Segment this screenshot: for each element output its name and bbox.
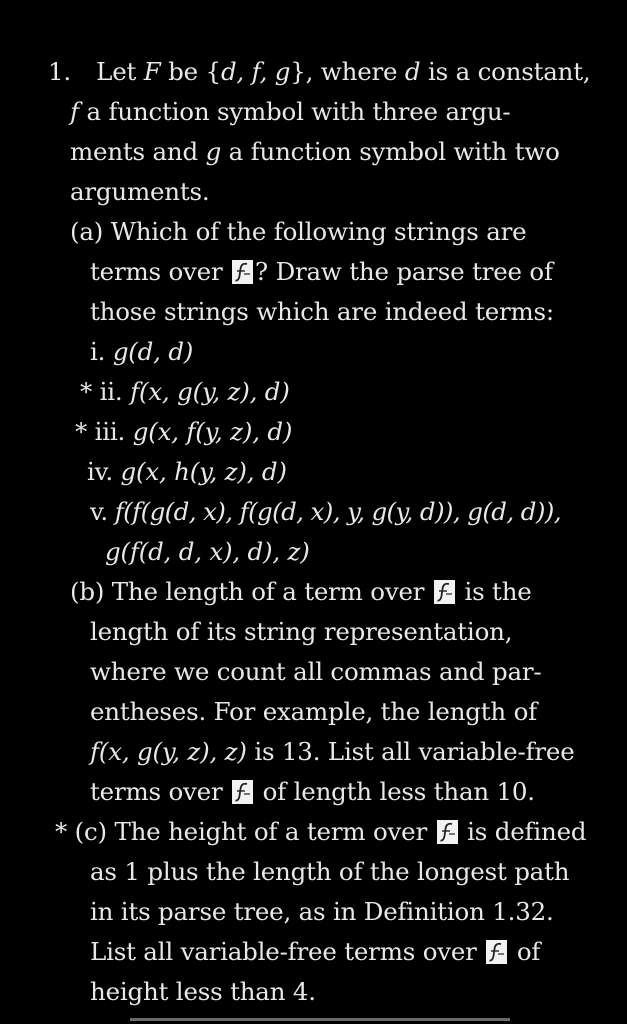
part-b-line-5: f(x, g(y, z), z) is 13. List all variable-free bbox=[90, 737, 575, 766]
script-f-icon bbox=[486, 940, 507, 964]
script-f-icon bbox=[437, 820, 458, 844]
part-a-line-3: those strings which are indeed terms: bbox=[90, 297, 554, 326]
script-f-icon bbox=[232, 780, 253, 804]
exercise-intro-line-2: f a function symbol with three argu- bbox=[70, 97, 511, 126]
exercise-intro-line-1: 1. Let F be {d, f, g}, where d is a constant, bbox=[48, 57, 591, 86]
part-a-line-1: (a) Which of the following strings are bbox=[70, 217, 527, 246]
part-c-line-3: in its parse tree, as in Definition 1.32. bbox=[90, 897, 554, 926]
part-a-item-v-continued: g(f(d, d, x), d), z) bbox=[105, 537, 310, 566]
part-c-line-4: List all variable-free terms over of bbox=[90, 937, 541, 966]
starred-marker: * bbox=[80, 377, 100, 406]
part-a-item-iii: * iii. g(x, f(y, z), d) bbox=[75, 417, 293, 446]
exercise-number: 1. bbox=[48, 57, 71, 86]
part-b-line-6: terms over of length less than 10. bbox=[90, 777, 535, 806]
part-c-line-5: height less than 4. bbox=[90, 977, 316, 1006]
starred-marker: * bbox=[75, 417, 95, 446]
part-a-line-2: terms over ? Draw the parse tree of bbox=[90, 257, 553, 286]
part-a-item-iv: iv. g(x, h(y, z), d) bbox=[87, 457, 287, 486]
part-b-line-3: where we count all commas and par- bbox=[90, 657, 542, 686]
script-f-icon bbox=[434, 580, 455, 604]
part-b-line-4: entheses. For example, the length of bbox=[90, 697, 538, 726]
exercise-intro-line-3: ments and g a function symbol with two bbox=[70, 137, 560, 166]
part-a-item-i: i. g(d, d) bbox=[90, 337, 194, 366]
part-a-item-ii: * ii. f(x, g(y, z), d) bbox=[80, 377, 290, 406]
script-f-icon bbox=[232, 260, 253, 284]
part-b-line-2: length of its string representation, bbox=[90, 617, 513, 646]
part-c-line-2: as 1 plus the length of the longest path bbox=[90, 857, 570, 886]
starred-marker: * bbox=[55, 817, 75, 846]
part-a-item-v: v. f(f(g(d, x), f(g(d, x), y, g(y, d)), g(d, d)), bbox=[90, 497, 561, 526]
cut-off-next-line bbox=[0, 1016, 627, 1024]
exercise-intro-line-4: arguments. bbox=[70, 177, 210, 206]
part-b-line-1: (b) The length of a term over is the bbox=[70, 577, 532, 606]
part-c-line-1: * (c) The height of a term over is defined bbox=[55, 817, 587, 846]
